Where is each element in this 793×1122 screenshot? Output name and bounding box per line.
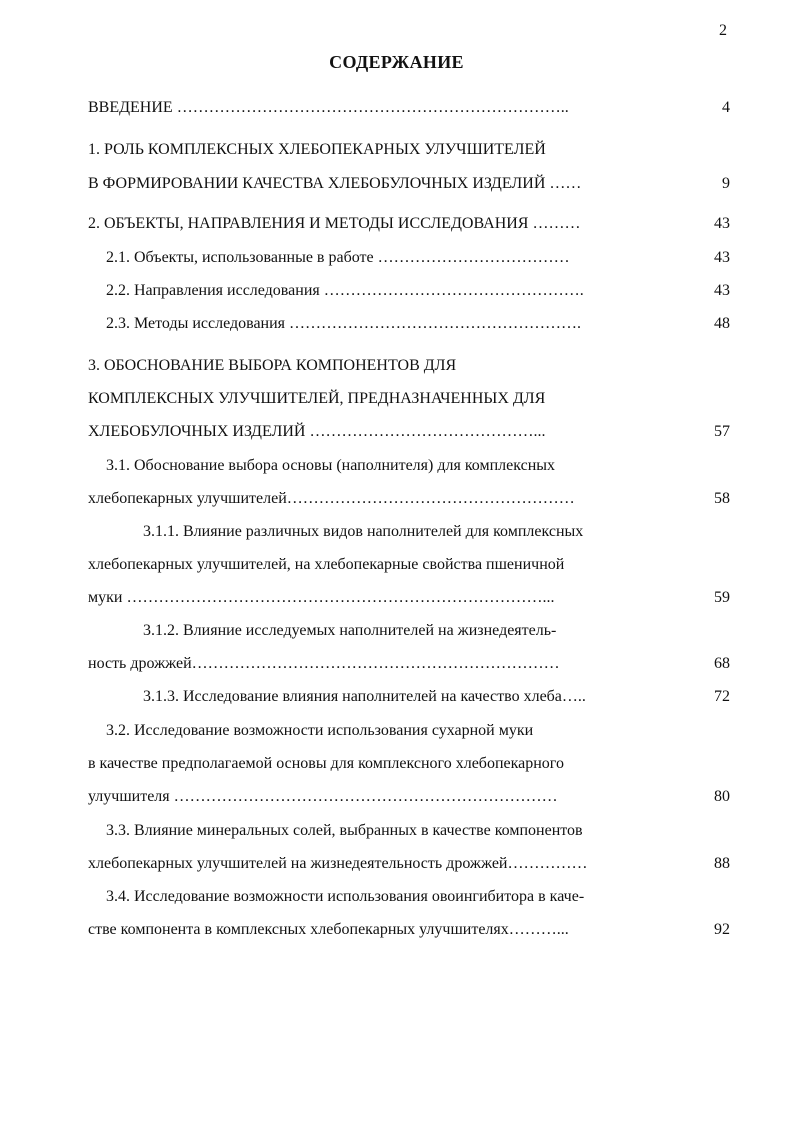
toc-line: в качестве предполагаемой основы для комплексного хлебопекарного xyxy=(88,755,564,772)
toc-line: 3.1. Обоснование выбора основы (наполнителя) для комплексных xyxy=(106,457,556,474)
toc-line: 3.1.1. Влияние различных видов наполнителей для комплексных xyxy=(143,523,584,540)
toc-line: В ФОРМИРОВАНИИ КАЧЕСТВА ХЛЕБОБУЛОЧНЫХ ИЗДЕЛИЙ …… xyxy=(88,175,582,192)
toc-page: 68 xyxy=(714,655,730,672)
toc-line: 3.1.2. Влияние исследуемых наполнителей на жизнедеятель- xyxy=(143,622,557,639)
toc-line: 3.3. Влияние минеральных солей, выбранных в качестве компонентов xyxy=(106,822,583,839)
page-number: 2 xyxy=(719,22,727,39)
toc-line: 2.2. Направления исследования …………………………………………. xyxy=(106,282,584,299)
toc-page: 88 xyxy=(714,855,730,872)
toc-line: 3. ОБОСНОВАНИЕ ВЫБОРА КОМПОНЕНТОВ ДЛЯ xyxy=(88,357,457,374)
toc-line: 2. ОБЪЕКТЫ, НАПРАВЛЕНИЯ И МЕТОДЫ ИССЛЕДОВАНИЯ ……… xyxy=(88,215,581,232)
toc-page: 59 xyxy=(714,589,730,606)
toc-page: 92 xyxy=(714,921,730,938)
toc-page: 80 xyxy=(714,788,730,805)
toc-title: СОДЕРЖАНИЕ xyxy=(329,52,464,72)
toc-line: КОМПЛЕКСНЫХ УЛУЧШИТЕЛЕЙ, ПРЕДНАЗНАЧЕННЫХ ДЛЯ xyxy=(88,390,546,407)
toc-line: 1. РОЛЬ КОМПЛЕКСНЫХ ХЛЕБОПЕКАРНЫХ УЛУЧШИТЕЛЕЙ xyxy=(88,141,546,158)
toc-line: муки ……………………………………………………………………... xyxy=(88,589,555,606)
toc-line: хлебопекарных улучшителей……………………………………………… xyxy=(88,490,575,507)
toc-line: ВВЕДЕНИЕ ……………………………………………………………….. xyxy=(88,99,569,116)
toc-page: 43 xyxy=(714,215,730,232)
toc-line: 2.1. Объекты, использованные в работе ……………………………… xyxy=(106,249,570,266)
toc-page: 48 xyxy=(714,315,730,332)
toc-page: 43 xyxy=(714,282,730,299)
toc-line: ность дрожжей…………………………………………………………… xyxy=(88,655,560,672)
toc-line: хлебопекарных улучшителей на жизнедеятельность дрожжей…………… xyxy=(88,855,588,872)
toc-line: 2.3. Методы исследования ………………………………………………. xyxy=(106,315,582,332)
toc-line: 3.4. Исследование возможности использования овоингибитора в каче- xyxy=(106,888,585,905)
toc-line: ХЛЕБОБУЛОЧНЫХ ИЗДЕЛИЙ ……………………………………... xyxy=(88,423,546,440)
toc-line: 3.2. Исследование возможности использования сухарной муки xyxy=(106,722,534,739)
toc-line: хлебопекарных улучшителей, на хлебопекарные свойства пшеничной xyxy=(88,556,565,573)
toc-page: 72 xyxy=(714,688,730,705)
toc-page: 43 xyxy=(714,249,730,266)
toc-page: 57 xyxy=(714,423,730,440)
toc-line: 3.1.3. Исследование влияния наполнителей на качество хлеба….. xyxy=(143,688,586,705)
toc-page: 58 xyxy=(714,490,730,507)
toc-page: 9 xyxy=(722,175,730,192)
toc-page: 4 xyxy=(722,99,730,116)
toc-line: стве компонента в комплексных хлебопекарных улучшителях………... xyxy=(88,921,569,938)
toc-line: улучшителя ……………………………………………………………… xyxy=(88,788,558,805)
